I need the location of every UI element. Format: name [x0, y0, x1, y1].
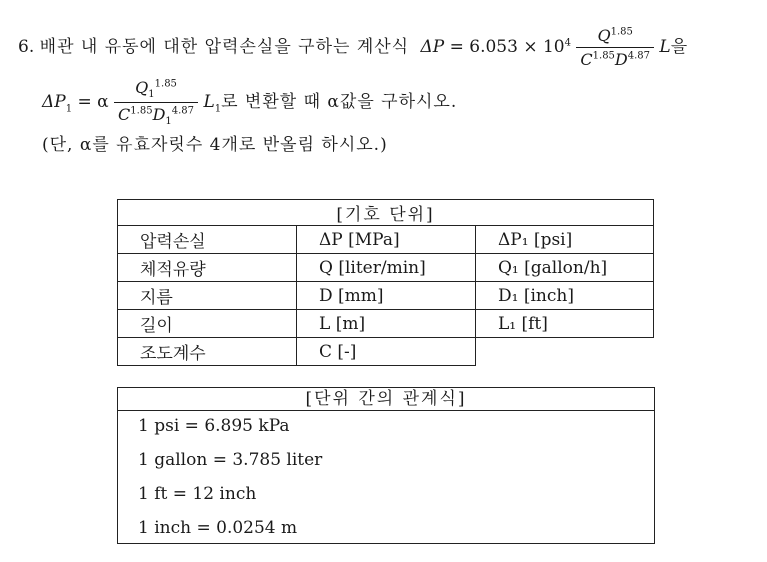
line2-den-d-sub: 1 — [165, 116, 172, 128]
relations-title: [단위 간의 관계식] — [118, 388, 654, 411]
table-row — [118, 282, 654, 310]
line2-eq: = α — [77, 92, 109, 113]
row-si-unit: Q [liter/min] — [297, 254, 476, 282]
formula-tail-text: 을 — [670, 37, 688, 57]
row-label: 체적유량 — [118, 254, 297, 282]
question-line-2 — [42, 78, 457, 127]
relation-gallon: 1 gallon = 3.785 liter — [138, 450, 323, 470]
formula-den-c: C — [580, 50, 593, 69]
row-label: 지름 — [118, 282, 297, 310]
question-number: 6. — [18, 37, 35, 57]
table-row — [118, 310, 654, 338]
line2-text: 로 변환할 때 α값을 구하시오. — [221, 92, 458, 113]
formula-den-d: D — [614, 50, 628, 69]
row-imperial-unit: L₁ [ft] — [476, 310, 654, 338]
table-row — [118, 254, 654, 282]
formula-den-d-exp: 4.87 — [627, 50, 651, 62]
question-intro: 배관 내 유동에 대한 압력손실을 구하는 계산식 — [39, 37, 410, 57]
question-note: (단, α를 유효자릿수 4개로 반올림 하시오.) — [42, 135, 388, 155]
row-si-unit: C [-] — [297, 338, 476, 366]
table-row — [118, 338, 654, 366]
line2-tail-sub: 1 — [214, 103, 222, 115]
formula-fraction — [576, 26, 654, 69]
row-si-unit: D [mm] — [297, 282, 476, 310]
formula-exponent: 4 — [564, 37, 571, 49]
question-line-1 — [18, 26, 687, 69]
table-row — [118, 226, 654, 254]
row-imperial-unit: ΔP₁ [psi] — [476, 226, 654, 254]
line2-den-d-exp: 4.87 — [171, 105, 195, 117]
row-label: 길이 — [118, 310, 297, 338]
relation-ft: 1 ft = 12 inch — [138, 484, 257, 504]
formula-num-exp: 1.85 — [610, 26, 633, 38]
line2-num-q: Q — [135, 78, 149, 97]
row-si-unit: L [m] — [297, 310, 476, 338]
formula-num-q: Q — [597, 26, 611, 45]
relation-psi: 1 psi = 6.895 kPa — [138, 416, 290, 436]
line2-num-exp: 1.85 — [154, 78, 177, 90]
line2-fraction — [114, 78, 198, 127]
row-label: 압력손실 — [118, 226, 297, 254]
symbol-table — [117, 199, 654, 366]
relation-inch: 1 inch = 0.0254 m — [138, 518, 298, 538]
formula-tail-l: L — [659, 37, 671, 57]
row-imperial-unit — [476, 338, 654, 366]
row-label: 조도계수 — [118, 338, 297, 366]
formula-den-c-exp: 1.85 — [592, 50, 615, 62]
line2-den-d: D — [152, 105, 166, 125]
formula-coefficient: = 6.053 × 10 — [449, 37, 565, 57]
line2-tail-l: L — [203, 92, 215, 113]
line2-lhs-sub: 1 — [65, 103, 73, 115]
line2-num-sub: 1 — [148, 89, 155, 101]
line2-den-c: C — [118, 105, 131, 125]
row-imperial-unit: D₁ [inch] — [476, 282, 654, 310]
row-imperial-unit: Q₁ [gallon/h] — [476, 254, 654, 282]
relations-box — [117, 387, 655, 544]
line2-lhs: ΔP — [42, 92, 66, 113]
row-si-unit: ΔP [MPa] — [297, 226, 476, 254]
symbol-table-title: [기호 단위] — [118, 200, 654, 226]
formula-lhs: ΔP — [420, 37, 445, 57]
line2-den-c-exp: 1.85 — [130, 105, 153, 117]
